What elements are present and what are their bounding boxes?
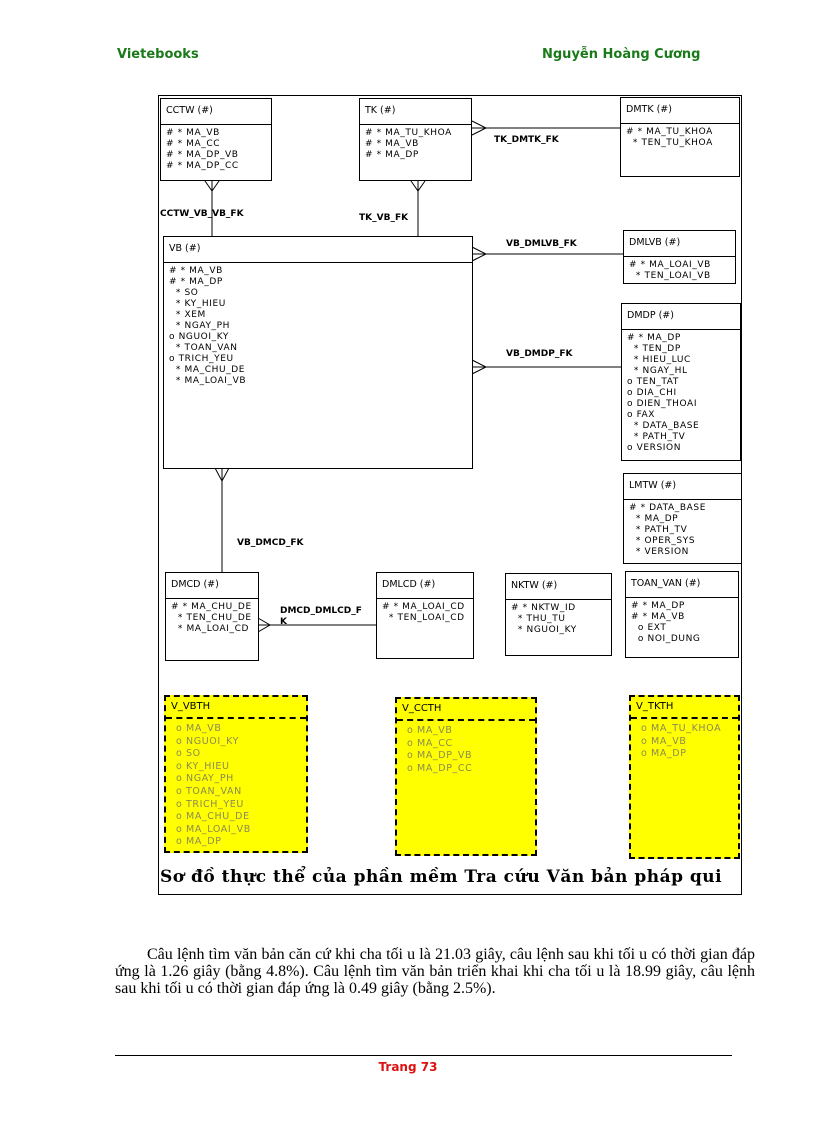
- relation-cctw-vb-label: CCTW_VB_VB_FK: [160, 209, 244, 219]
- entity-title: LMTW (#): [624, 474, 741, 500]
- entity-attributes: # * MA_LOAI_CD * TEN_LOAI_CD: [382, 602, 465, 623]
- view-title: V_CCTH: [397, 699, 535, 721]
- entity-attributes: # * DATA_BASE * MA_DP * PATH_TV * OPER_SYS * VERSION: [629, 503, 706, 557]
- entity-attributes: # * MA_DP * TEN_DP * HIEU_LUC * NGAY_HL o TEN_TAT o DIA_CHI o DIEN_THOAI o FAX * DATA_BASE * PATH_TV o VERSION: [627, 333, 700, 453]
- entity-attributes: # * MA_DP # * MA_VB o EXT o NOI_DUNG: [631, 601, 701, 644]
- entity-lmtw: [623, 473, 742, 564]
- view-v-ccth: [395, 697, 537, 856]
- entity-title: DMLCD (#): [377, 573, 473, 599]
- body-paragraph: Câu lệnh tìm văn bản căn cứ khi cha tối u là 21.03 giây, câu lệnh sau khi tối u có thời gian đáp ứng là 1.26 giây (bằng 4.8%). Câu lệnh tìm văn bản triển khai khi cha tối u là 18.99 giây, câu lệnh sau khi tối u có thời gian đáp ứng là 0.49 giây (bằng 2.5%).: [115, 946, 755, 997]
- entity-dmtk: [620, 97, 740, 177]
- header-right: Nguyễn Hoàng Cương: [542, 47, 701, 62]
- entity-tk: [359, 98, 472, 181]
- entity-attributes: # * MA_CHU_DE * TEN_CHU_DE * MA_LOAI_CD: [171, 602, 252, 634]
- entity-nktw: [505, 573, 612, 656]
- relation-vb-dmlvb-label: VB_DMLVB_FK: [506, 239, 577, 249]
- entity-attributes: # * MA_TU_KHOA * TEN_TU_KHOA: [626, 127, 713, 148]
- entity-title: CCTW (#): [161, 99, 271, 125]
- relation-tk-dmtk-label: TK_DMTK_FK: [494, 135, 559, 145]
- entity-title: DMCD (#): [166, 573, 258, 599]
- entity-title: TOAN_VAN (#): [626, 572, 738, 598]
- entity-vb: [163, 236, 473, 469]
- relation-dmcd-dmlcd-label: DMCD_DMLCD_F: [280, 606, 362, 616]
- view-attributes: o MA_VB o NGUOI_KY o SO o KY_HIEU o NGAY_PH o TOAN_VAN o TRICH_YEU o MA_CHU_DE o MA_LOAI_VB o MA_DP: [176, 723, 251, 848]
- entity-attributes: # * MA_VB # * MA_DP * SO * KY_HIEU * XEM * NGAY_PH o NGUOI_KY * TOAN_VAN o TRICH_YEU * MA_CHU_DE * MA_LOAI_VB: [169, 266, 247, 386]
- relation-dmcd-dmlcd-label-cont: K: [280, 617, 287, 627]
- view-attributes: o MA_VB o MA_CC o MA_DP_VB o MA_DP_CC: [407, 725, 473, 774]
- entity-dmlcd: [376, 572, 474, 659]
- footer-rule: [115, 1055, 732, 1056]
- entity-attributes: # * NKTW_ID * THU_TU * NGUOI_KY: [511, 603, 577, 635]
- relation-tk-vb-label: TK_VB_FK: [359, 213, 409, 223]
- entity-attributes: # * MA_TU_KHOA # * MA_VB # * MA_DP: [365, 128, 452, 160]
- entity-title: DMDP (#): [622, 304, 740, 330]
- view-title: V_TKTH: [631, 697, 738, 719]
- page-number: Trang 73: [378, 1060, 438, 1074]
- diagram-caption: Sơ đồ thực thể của phần mềm Tra cứu Văn bản pháp qui: [160, 867, 723, 887]
- entity-dmlvb: [623, 230, 736, 284]
- view-attributes: o MA_TU_KHOA o MA_VB o MA_DP: [641, 723, 722, 760]
- entity-title: VB (#): [164, 237, 472, 263]
- entity-dmcd: [165, 572, 259, 661]
- entity-dmdp: [621, 303, 741, 461]
- entity-attributes: # * MA_VB # * MA_CC # * MA_DP_VB # * MA_DP_CC: [166, 128, 239, 171]
- entity-attributes: # * MA_LOAI_VB * TEN_LOAI_VB: [629, 260, 711, 281]
- entity-toan-van: [625, 571, 739, 658]
- entity-cctw: [160, 98, 272, 181]
- relation-vb-dmdp-label: VB_DMDP_FK: [506, 349, 573, 359]
- entity-title: DMTK (#): [621, 98, 739, 124]
- header-left: Vietebooks: [117, 47, 199, 62]
- view-v-vbth: [164, 695, 308, 853]
- view-v-tkth: [629, 695, 740, 859]
- entity-title: NKTW (#): [506, 574, 611, 600]
- entity-title: DMLVB (#): [624, 231, 735, 257]
- entity-title: TK (#): [360, 99, 471, 125]
- relation-vb-dmcd-label: VB_DMCD_FK: [237, 538, 304, 548]
- view-title: V_VBTH: [166, 697, 306, 719]
